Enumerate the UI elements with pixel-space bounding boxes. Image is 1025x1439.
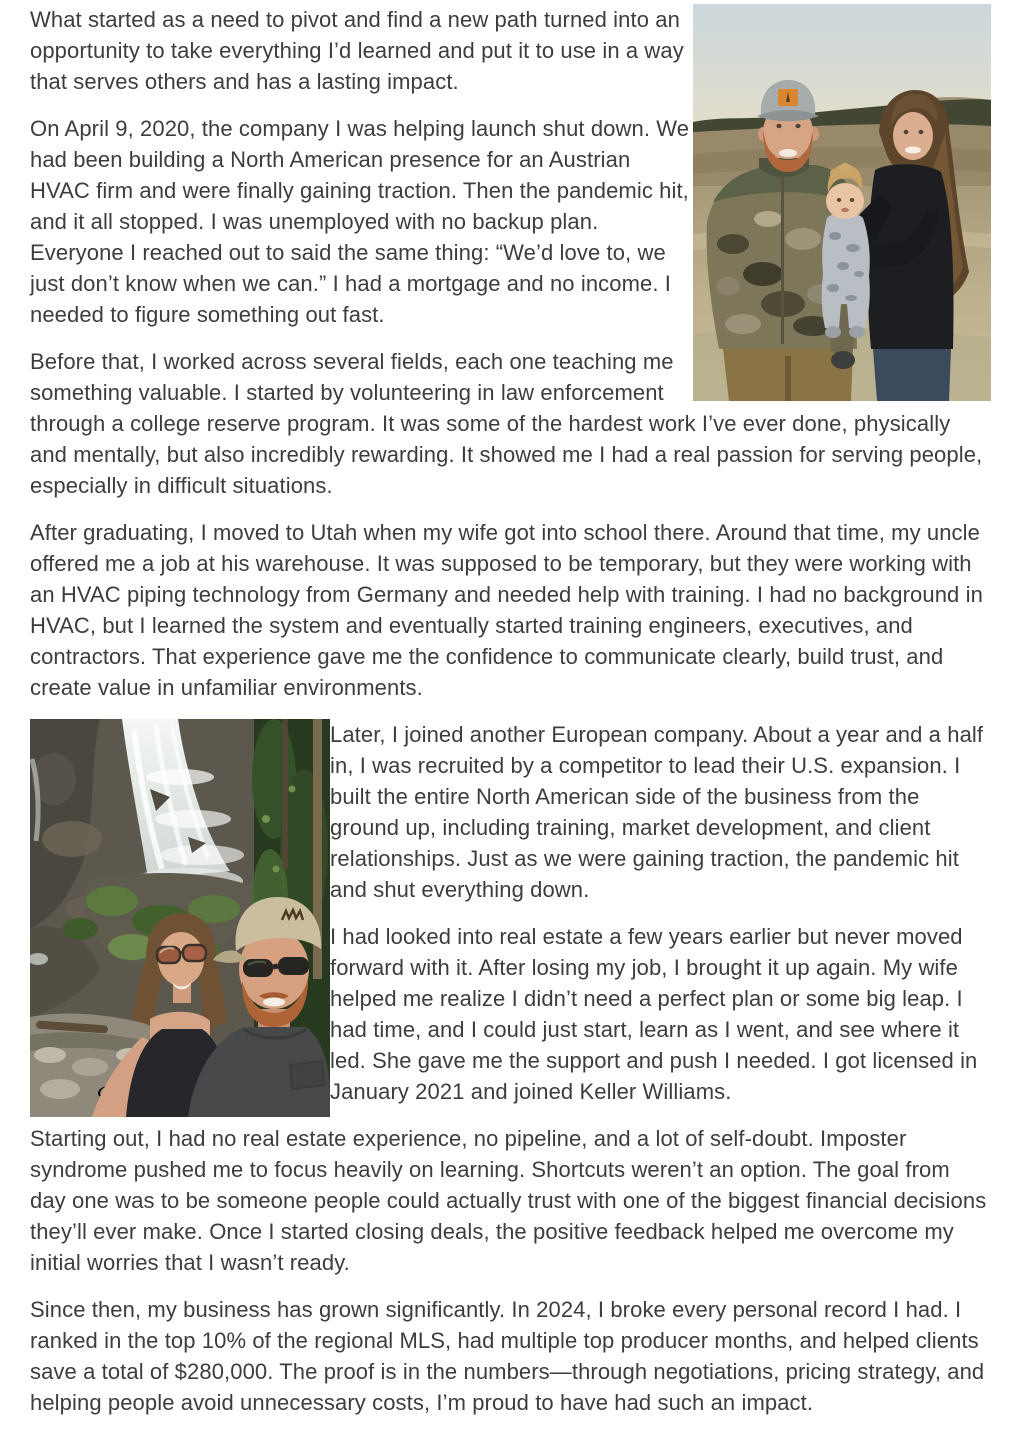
paragraph-intro: What started as a need to pivot and find a new path turned into an opportunity to take everything I’d learned and put it to use in a way that serves others and has a lasting impact.: [30, 7, 684, 94]
family-photo-illustration: [693, 4, 991, 401]
paragraph-before-that: Before that, I worked across several fields, each one teaching me something valuable. I started by volunteering in law enforcement through a college reserve program. It was some of the hardest work I’ve ever done, physically and mentally, but also incredibly rewarding. It showed me I had a real passion for serving people, especially in difficult situations.: [30, 349, 983, 498]
paragraph-after-graduating: After graduating, I moved to Utah when my wife got into school there. Around that time, my uncle offered me a job at his warehouse. It was supposed to be temporary, but they were working with an HVAC piping technology from Germany and needed help with training. I had no background in HVAC, but I learned the system and eventually started training engineers, executives, and contractors. That experience gave me the confidence to communicate clearly, build trust, and create value in unfamiliar environments.: [30, 520, 983, 700]
waterfall-photo-illustration: [30, 719, 330, 1117]
paragraph-since-then: Since then, my business has grown significantly. In 2024, I broke every personal record I had. I ranked in the top 10% of the regional MLS, had multiple top producer months, and helped clients save a total of $280,000. The proof is in the numbers—through negotiations, pricing strategy, and helping people avoid unnecessary costs, I’m proud to have had such an impact.: [30, 1297, 985, 1415]
paragraph-european-company: Later, I joined another European company. About a year and a half in, I was recruited by a competitor to lead their U.S. expansion. I built the entire North American side of the business from the ground up, including training, market development, and client relationships. Just as we were gaining traction, the pandemic hit and shut everything down.: [330, 722, 984, 902]
paragraph-starting-out: Starting out, I had no real estate experience, no pipeline, and a lot of self-doubt. Imposter syndrome pushed me to focus heavily on learning. Shortcuts weren’t an option. The goal from day one was to be someone people could actually trust with one of the biggest financial decisions they’ll ever make. Once I started closing deals, the positive feedback helped me overcome my initial worries that I wasn’t ready.: [30, 1126, 987, 1275]
paragraph-real-estate: I had looked into real estate a few years earlier but never moved forward with it. After losing my job, I brought it up again. My wife helped me realize I didn’t need a perfect plan or some big leap. I had time, and I could just start, learn as I went, and see where it led. She gave me the support and push I needed. I got licensed in January 2021 and joined Keller Williams.: [330, 924, 978, 1104]
family-photo: [693, 4, 991, 401]
paragraph-shutdown: On April 9, 2020, the company I was helping launch shut down. We had been building a North American presence for an Austrian HVAC firm and were finally gaining traction. Then the pandemic hit, and it all stopped. I was unemployed with no backup plan. Everyone I reached out to said the same thing: “We’d love to, we just don’t know when we can.” I had a mortgage and no income. I needed to figure something out fast.: [30, 116, 690, 327]
mid-section: [30, 719, 991, 1123]
closing-section: [30, 1123, 991, 1418]
intro-section: [30, 4, 991, 719]
waterfall-selfie-photo: [30, 719, 330, 1117]
